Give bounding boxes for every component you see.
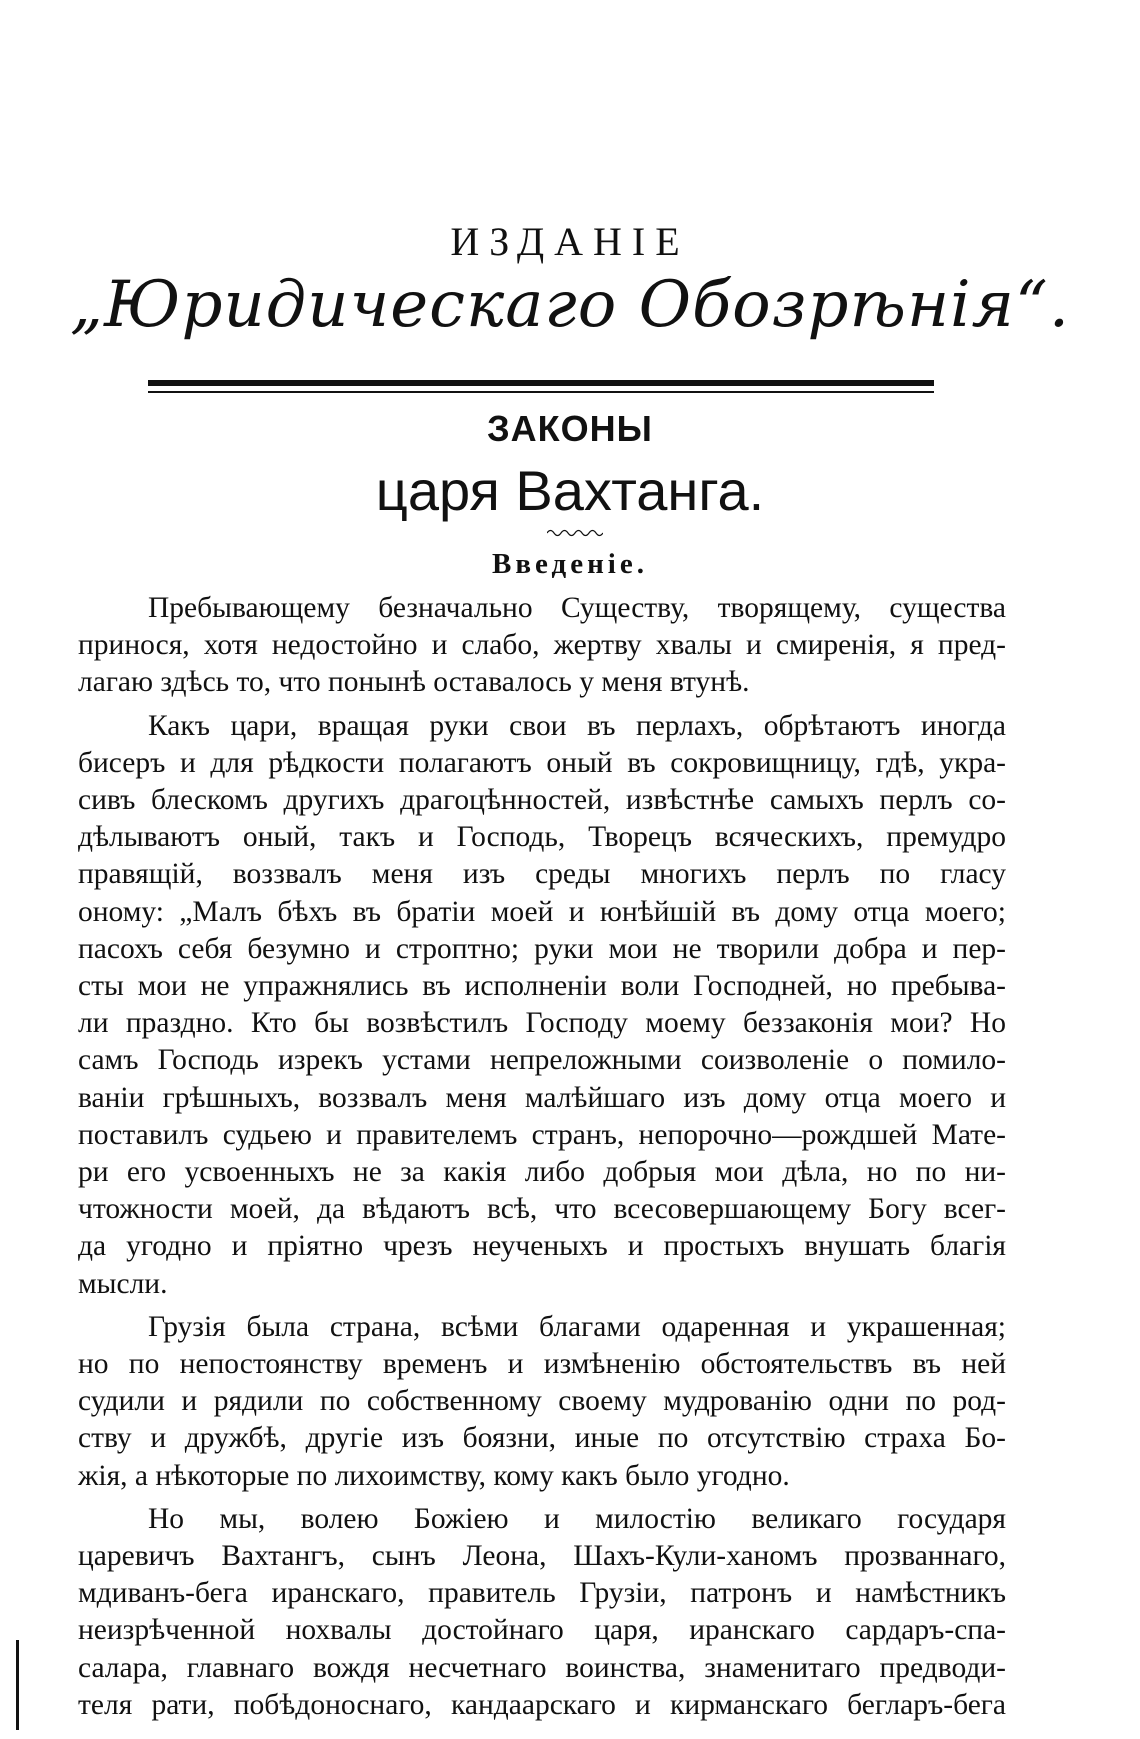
document-title: ЗАКОНЫ (487, 408, 653, 449)
journal-title: „Юридическаго Обозрѣнія“. (69, 268, 1071, 342)
text-line: сты мои не упражнялись въ исполненіи воли Господней, но пребыва- (78, 970, 1006, 1003)
body-text (78, 590, 1006, 1724)
text-line: мдиванъ-бега иранскаго, правитель Грузіи, патронъ и намѣстникъ (78, 1577, 1006, 1610)
publisher-line: ИЗДАНІЕ (450, 219, 690, 264)
text-line: ри его усвоенныхъ не за какія либо добрыя мои дѣла, но по ни- (78, 1156, 1006, 1189)
header-rule-thick (148, 380, 934, 386)
text-line: оному: „Малъ бѣхъ въ братіи моей и юнѣйшій въ дому отца моего; (78, 895, 1006, 928)
text-line: ли праздно. Кто бы возвѣстилъ Господу моему беззаконія мои? Но (78, 1007, 1006, 1040)
text-line: неизрѣченной нохвалы достойнаго царя, иранскаго сардаръ-спа- (78, 1614, 1006, 1647)
text-line: теля рати, побѣдоноснаго, кандаарскаго и кирманскаго бегларъ-бега (78, 1688, 1006, 1721)
text-line: пасохъ себя безумно и строптно; руки мои не творили добра и пер- (78, 932, 1006, 965)
text-line: Но мы, волею Божіею и милостію великаго государя (148, 1502, 1006, 1535)
text-line: дѣлываютъ оный, такъ и Господь, Творецъ всяческихъ, премудро (78, 821, 1006, 854)
paragraph-2 (78, 708, 1006, 1303)
paragraph-3 (78, 1309, 1006, 1495)
header-rule-thin (148, 391, 934, 393)
text-line: сивъ блескомъ другихъ драгоцѣнностей, извѣстнѣе самыхъ перлъ со- (78, 784, 1006, 817)
text-line: принося, хотя недостойно и слабо, жертву хвалы и смиренія, я пред- (78, 629, 1006, 662)
text-line: лагаю здѣсь то, что понынѣ оставалось у меня втунѣ. (78, 666, 750, 699)
text-line: мысли. (78, 1267, 168, 1300)
text-line: да угодно и пріятно чрезъ неученыхъ и простыхъ внушать благія (78, 1230, 1006, 1263)
text-line: поставилъ судьею и правителемъ странъ, непорочно—рождшей Мате- (78, 1118, 1006, 1151)
text-line: царевичъ Вахтангъ, сынъ Леона, Шахъ-Кули-ханомъ прозваннаго, (78, 1540, 1006, 1573)
text-line: бисеръ и для рѣдкости полагаютъ оный въ сокровищницу, гдѣ, укра- (78, 746, 1006, 779)
text-line: правящій, воззвалъ меня изъ среды многихъ перлъ по гласу (78, 858, 1006, 891)
document-subtitle: царя Вахтанга. (375, 459, 765, 522)
text-line: ваніи грѣшныхъ, воззвалъ меня малѣйшаго изъ дому отца моего и (78, 1081, 1006, 1114)
paragraph-4 (78, 1501, 1006, 1724)
section-heading: Введеніе. (492, 548, 648, 580)
text-line: Грузія была страна, всѣми благами одаренная и украшенная; (148, 1310, 1006, 1343)
margin-scan-line (16, 1640, 19, 1730)
ornament-squiggle (547, 528, 603, 538)
text-line: чтожности моей, да вѣдаютъ всѣ, что всесовершающему Богу всег- (78, 1193, 1006, 1226)
text-line: жія, а нѣкоторые по лихоимству, кому какъ было угодно. (78, 1459, 790, 1492)
paragraph-1 (78, 590, 1006, 702)
text-line: судили и рядили по собственному своему мудрованію одни по род- (78, 1385, 1006, 1418)
text-line: Пребывающему безначально Существу, творящему, существа (148, 592, 1006, 624)
text-line: ству и дружбѣ, другіе изъ боязни, иные по отсутствію страха Бо- (78, 1422, 1006, 1455)
text-line: самъ Господь изрекъ устами непреложными соизволеніе о помило- (78, 1044, 1006, 1077)
text-line: но по непостоянству временъ и измѣненію обстоятельствъ въ ней (78, 1348, 1006, 1381)
text-line: салара, главнаго вождя несчетнаго воинства, знаменитаго предводи- (78, 1651, 1006, 1684)
text-line: Какъ цари, вращая руки свои въ перлахъ, обрѣтаютъ иногда (148, 709, 1006, 742)
